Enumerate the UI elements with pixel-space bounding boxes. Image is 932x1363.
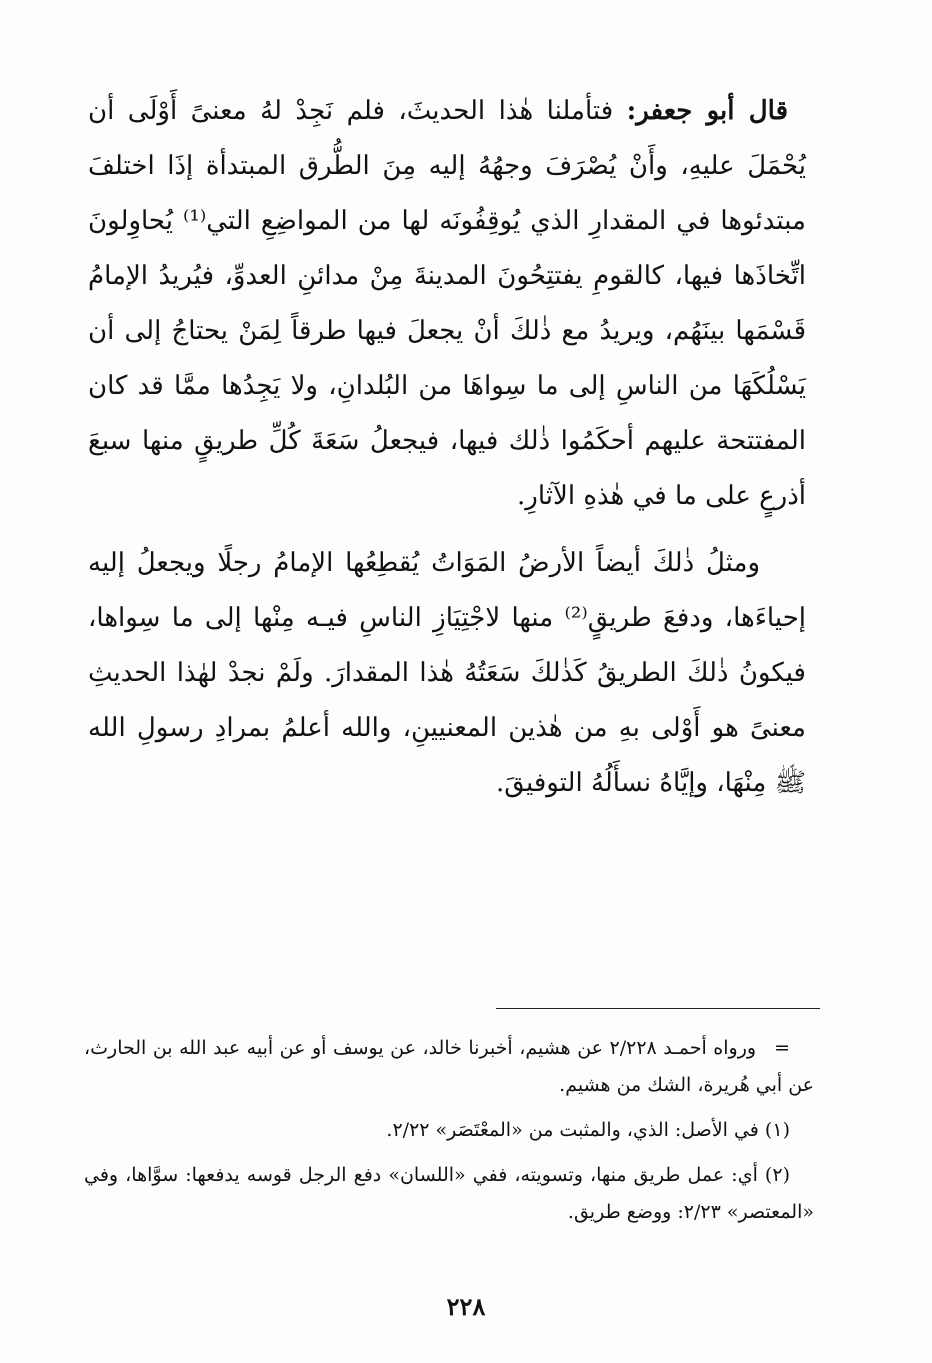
footnote-2: (٢) أي: عمل طريق منها، وتسويته، ففي «اللسان» دفع الرجل قوسه يدفعها: سوَّاها، وفي «المعتصر» ٢/٢٣: ووضع طريق. bbox=[84, 1164, 814, 1223]
paragraph-1 bbox=[88, 84, 806, 524]
paragraph-lead: قال أبو جعفر: bbox=[626, 96, 789, 126]
footnote-1: (١) في الأصل: الذي، والمثبت من «المعْتَصَر» ٢/٢٢. bbox=[386, 1119, 790, 1141]
paragraph-1-body: فتأملنا هٰذا الحديثَ، فلم نَجِدْ لهُ معنىً أَوْلَى أن يُحْمَلَ عليهِ، وأَنْ يُصْرَفَ وجهُهُ إليه مِنَ الطُّرق المبتدأة إذَا اختلفَ مبتدئوها في المقدارِ الذي يُوقِفُونَه لها من المواضِعِ التي⁽¹⁾ يُحاوِلونَ اتِّخاذَها فيها، كالقومِ يفتتِحُونَ المدينةَ مِنْ مدائنِ العدوِّ، فيُريدُ الإمامُ قَسْمَها بينَهُم، ويريدُ مع ذٰلكَ أنْ يجعلَ فيها طرقاً لِمَنْ يحتاجُ إلى أن يَسْلُكَهَا من الناسِ إلى ما سِواهَا من البُلدانِ، ولا يَجِدُها ممَّا قد كان المفتتحة عليهم أحكَمُوا ذٰلك فيها، فيجعلُ سَعَةَ كُلِّ طريقٍ منها سبعَ أذرعٍ على ما في هٰذهِ الآثارِ. bbox=[88, 96, 806, 511]
footnote-continuation-text: ورواه أحمـد ٢/٢٢٨ عن هشيم، أخبرنا خالد، عن يوسف أو عن أبيه عبد الله بن الحارث، عن أبي هُريرة، الشك من هشيم. bbox=[84, 1037, 814, 1096]
footnotes bbox=[84, 1030, 814, 1231]
footnote-continuation bbox=[84, 1030, 814, 1104]
footnote-separator bbox=[496, 1008, 820, 1009]
paragraph-2: ومثلُ ذٰلكَ أيضاً الأرضُ المَوَاتُ يُقطِعُها الإمامُ رجلًا ويجعلُ إليه إحياءَها، ودفعَ طريقٍ⁽²⁾ منها لاجْتِيَازِ الناسِ فيـه مِنْها إلى ما سِواها، فيكونُ ذٰلكَ الطريقُ كَذٰلكَ سَعَتُهُ هٰذا المقدارَ. ولَمْ نجدْ لهٰذا الحديثِ معنىً هو أَوْلى بهِ من هٰذين المعنيينِ، والله أعلمُ بمرادِ رسولِ الله ﷺ مِنْهَا، وإيَّاهُ نسأَلُهُ التوفيقَ. bbox=[88, 548, 807, 798]
continuation-mark: = bbox=[774, 1037, 790, 1059]
page-number: ٢٢٨ bbox=[446, 1292, 486, 1321]
main-text bbox=[88, 84, 806, 811]
